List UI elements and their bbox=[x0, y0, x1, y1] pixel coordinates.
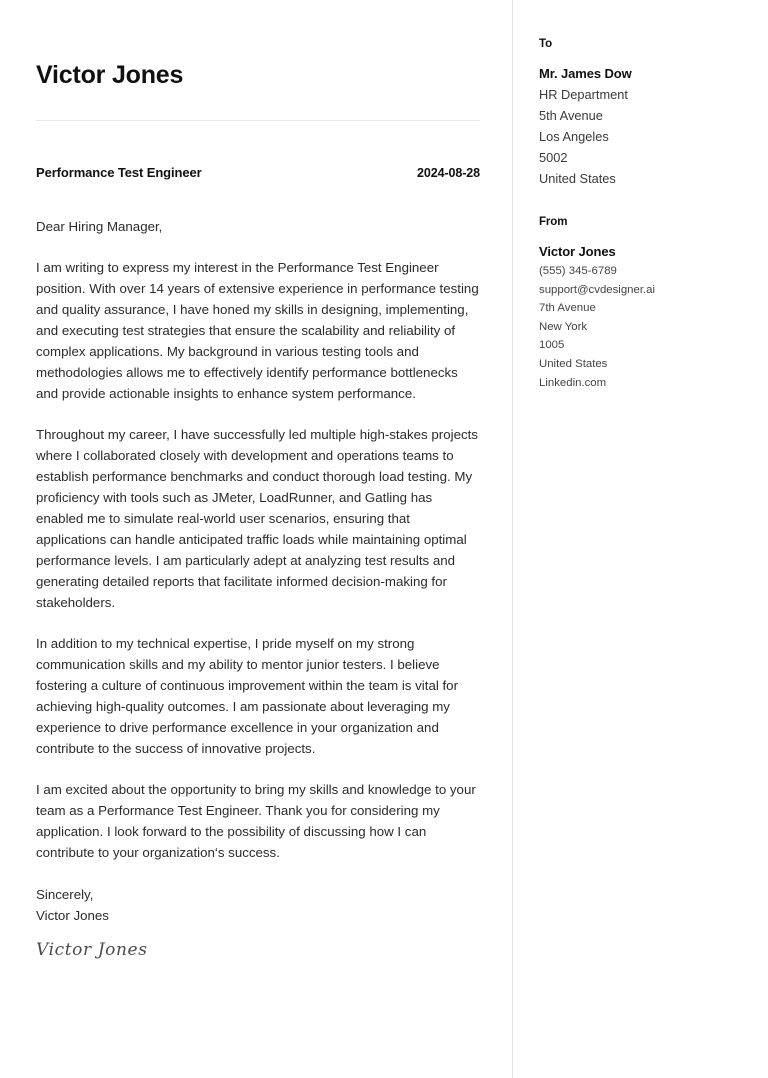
letter-closing bbox=[36, 884, 480, 926]
from-heading: From bbox=[539, 216, 568, 228]
job-title: Performance Test Engineer bbox=[36, 164, 202, 180]
sender-line: 7th Avenue bbox=[539, 302, 596, 315]
page-title: Victor Jones bbox=[36, 61, 184, 89]
column-divider bbox=[512, 0, 513, 1078]
letter-date: 2024-08-28 bbox=[417, 165, 480, 180]
recipient-line: 5th Avenue bbox=[539, 108, 603, 123]
signature: Victor Jones bbox=[36, 939, 148, 960]
header-divider bbox=[36, 120, 480, 121]
salutation: Dear Hiring Manager, bbox=[36, 218, 163, 234]
sender-line: 1005 bbox=[539, 339, 565, 352]
recipient-line: 5002 bbox=[539, 150, 568, 165]
letter-sidebar bbox=[512, 0, 768, 1078]
recipient-line: HR Department bbox=[539, 87, 628, 102]
letter-paragraph: I am writing to express my interest in the Performance Test Engineer position. With over 14 years of extensive experience in performance testing and quality assurance, I have honed my skills in designing, implementing, and executing test strategies that ensure the scalability and reliability of complex applications. My background in various testing tools and methodologies allows me to effectively identify performance bottlenecks and provide actionable insights to enhance system performance. bbox=[36, 259, 479, 401]
sender-linkedin: Linkedin.com bbox=[539, 376, 607, 389]
sender-email: support@cvdesigner.ai bbox=[539, 283, 656, 296]
recipient-line: United States bbox=[539, 171, 616, 186]
recipient-name: Mr. James Dow bbox=[539, 66, 632, 81]
closing-word: Sincerely, bbox=[36, 886, 94, 902]
sender-line: United States bbox=[539, 357, 608, 370]
title-date-row bbox=[36, 165, 480, 180]
recipient-line: Los Angeles bbox=[539, 129, 609, 144]
sender-name: Victor Jones bbox=[539, 244, 616, 259]
letter-paragraph: Throughout my career, I have successfully led multiple high-stakes projects where I collaborated closely with development and operations teams to establish performance benchmarks and conduct thorough load testing. My proficiency with tools such as JMeter, LoadRunner, and Gatling has enabled me to simulate real-world user scenarios, ensuring that applications can handle anticipated traffic loads while maintaining optimal performance levels. I am particularly adept at analyzing test results and generating detailed reports that facilitate informed decision-making for stakeholders. bbox=[36, 426, 478, 610]
to-heading: To bbox=[539, 38, 552, 50]
closing-name: Victor Jones bbox=[36, 907, 109, 923]
letter-paragraph: In addition to my technical expertise, I pride myself on my strong communication skills and my ability to mentor junior testers. I believe fostering a culture of continuous improvement within the team is vital for achieving high-quality outcomes. I am passionate about leveraging my experience to drive performance excellence in your organization and contribute to the success of innovative projects. bbox=[36, 635, 459, 756]
sender-line: New York bbox=[539, 320, 588, 333]
letter-paragraph: I am excited about the opportunity to bring my skills and knowledge to your team as a Performance Test Engineer. Thank you for considering my application. I look forward to the possibility of discussing how I can contribute to your organization‘s success. bbox=[36, 781, 476, 860]
sender-phone: (555) 345-6789 bbox=[539, 265, 617, 277]
